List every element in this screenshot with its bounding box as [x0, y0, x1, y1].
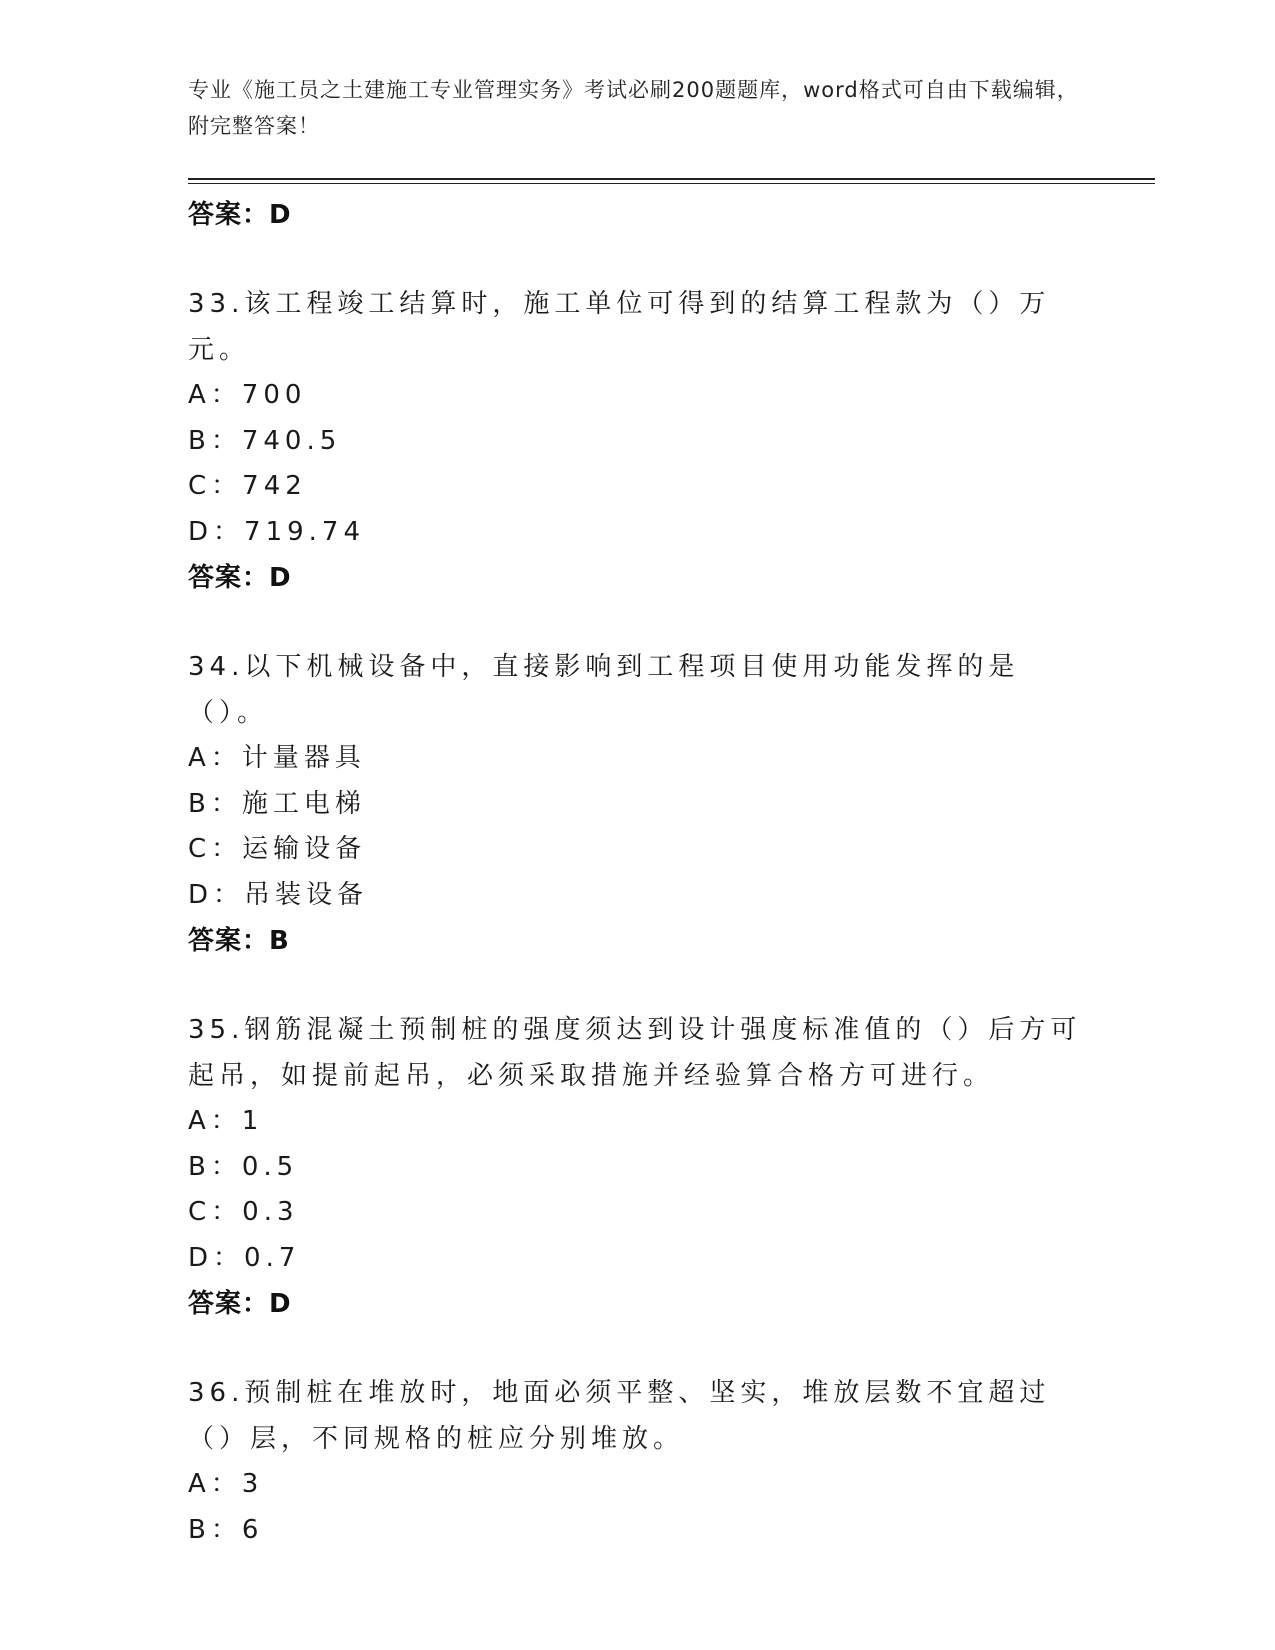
option-b: B：0.5 — [188, 1151, 299, 1182]
option-a: A：3 — [188, 1469, 264, 1499]
answer-label: 答案：B — [188, 926, 290, 956]
option-d: D：719.74 — [188, 516, 365, 547]
option-a: A：计量器具 — [188, 743, 366, 773]
option-b: B：740.5 — [188, 425, 342, 456]
question-stem: 36.预制桩在堆放时，地面必须平整、坚实，堆放层数不宜超过（）层，不同规格的桩应分别堆放。 — [188, 1378, 1051, 1454]
option-a: A：700 — [188, 380, 307, 410]
question-list — [188, 188, 1088, 1553]
page-header: 专业《施工员之土建施工专业管理实务》考试必刷200题题库，word格式可自由下载编辑，附完整答案！ — [188, 78, 1079, 138]
option-c: C：运输设备 — [188, 834, 367, 864]
question-item — [188, 1007, 1088, 1327]
option-d: D：0.7 — [188, 1242, 301, 1273]
option-c: C：742 — [188, 471, 307, 501]
header-divider-thin — [188, 183, 1155, 184]
option-b: B：6 — [188, 1514, 264, 1545]
answer-label: 答案：D — [188, 200, 292, 230]
answer-label: 答案：D — [188, 1289, 292, 1319]
header-divider — [188, 178, 1155, 180]
question-stem: 33.该工程竣工结算时，施工单位可得到的结算工程款为（）万元。 — [188, 289, 1051, 365]
question-stem: 34.以下机械设备中，直接影响到工程项目使用功能发挥的是（）。 — [188, 652, 1020, 728]
option-d: D：吊装设备 — [188, 879, 369, 910]
option-a: A：1 — [188, 1106, 264, 1136]
answer-label: 答案：D — [188, 563, 292, 593]
question-item — [188, 1370, 1088, 1553]
option-c: C：0.3 — [188, 1197, 299, 1227]
question-stem: 35.钢筋混凝土预制桩的强度须达到设计强度标准值的（）后方可起吊，如提前起吊，必须采取措施并经验算合格方可进行。 — [188, 1015, 1082, 1091]
question-item — [188, 644, 1088, 964]
option-b: B：施工电梯 — [188, 788, 366, 819]
question-item — [188, 281, 1088, 601]
